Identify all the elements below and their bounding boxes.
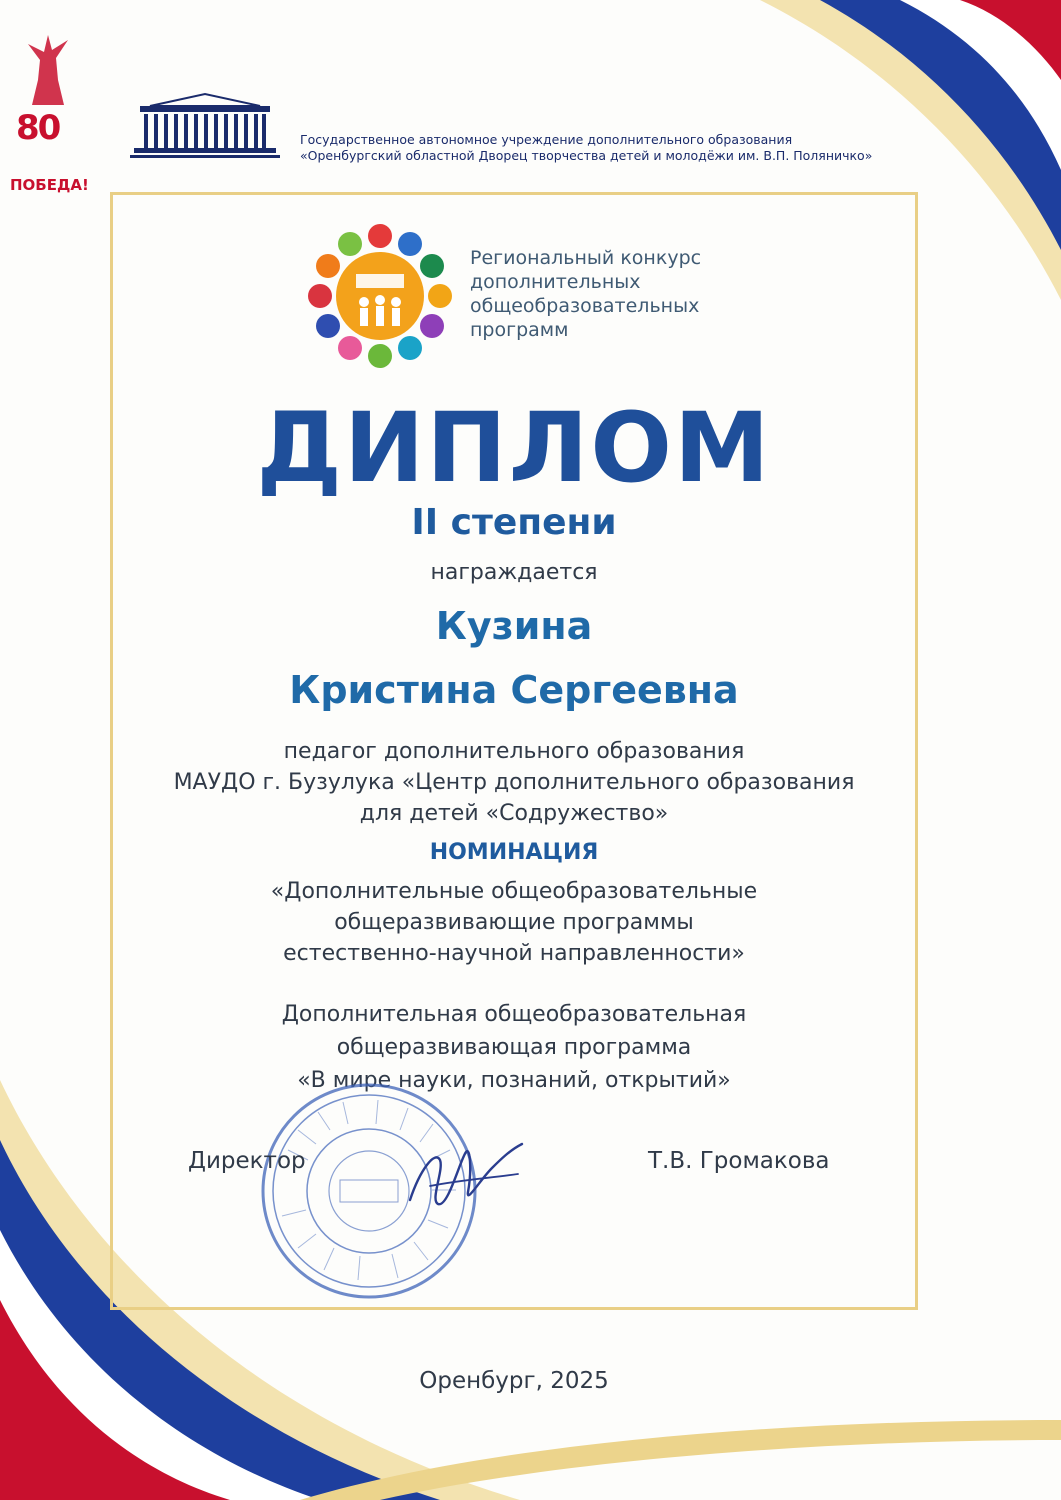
nomination-label: НОМИНАЦИЯ [429, 840, 599, 865]
awarded-label: награждается [430, 560, 598, 585]
position-line-2: МАУДО г. Бузулука «Центр дополнительного образования [173, 770, 855, 795]
position-line-1: педагог дополнительного образования [283, 739, 745, 764]
signatory-name: Т.В. Громакова [648, 1148, 830, 1174]
city-and-year: Оренбург, 2025 [419, 1368, 609, 1394]
emblem-number: 80 [16, 108, 60, 148]
program-line-2: общеразвивающая программа [336, 1035, 692, 1060]
contest-title-line-4: программ [470, 319, 569, 341]
monument-icon [8, 30, 88, 110]
diploma-title: ДИПЛОМ [256, 392, 772, 504]
contest-title-line-2: дополнительных [470, 271, 641, 293]
palace-building-icon [130, 92, 280, 160]
contest-title [470, 246, 770, 342]
program-line-1: Дополнительная общеобразовательная [281, 1002, 747, 1027]
nomination-text [110, 876, 918, 969]
recipient-surname: Кузина [435, 604, 593, 648]
bottom-gold-streak [300, 1420, 1061, 1500]
emblem-word: ПОБЕДА! [10, 176, 89, 194]
organization-name [300, 132, 920, 164]
recipient-position [110, 736, 918, 829]
director-signature [400, 1130, 530, 1220]
recipient-names: Кристина Сергеевна [289, 668, 739, 712]
program-text [110, 998, 918, 1097]
signatory-role: Директор [188, 1148, 306, 1174]
org-line-2: «Оренбургский областной Дворец творчества детей и молодёжи им. В.П. Поляничко» [300, 148, 873, 163]
program-line-3: «В мире науки, познаний, открытий» [297, 1068, 731, 1093]
victory-80-emblem [8, 30, 89, 194]
position-line-3: для детей «Содружество» [359, 801, 669, 826]
contest-title-line-3: общеобразовательных [470, 295, 700, 317]
contest-logo-icon [306, 222, 454, 370]
nomination-line-2: общеразвивающие программы [334, 910, 694, 935]
nomination-line-1: «Дополнительные общеобразовательные [270, 879, 758, 904]
org-line-1: Государственное автономное учреждение дополнительного образования [300, 132, 793, 147]
nomination-line-3: естественно-научной направленности» [283, 941, 745, 966]
contest-title-line-1: Региональный конкурс [470, 247, 702, 269]
diploma-degree: II степени [411, 502, 617, 543]
